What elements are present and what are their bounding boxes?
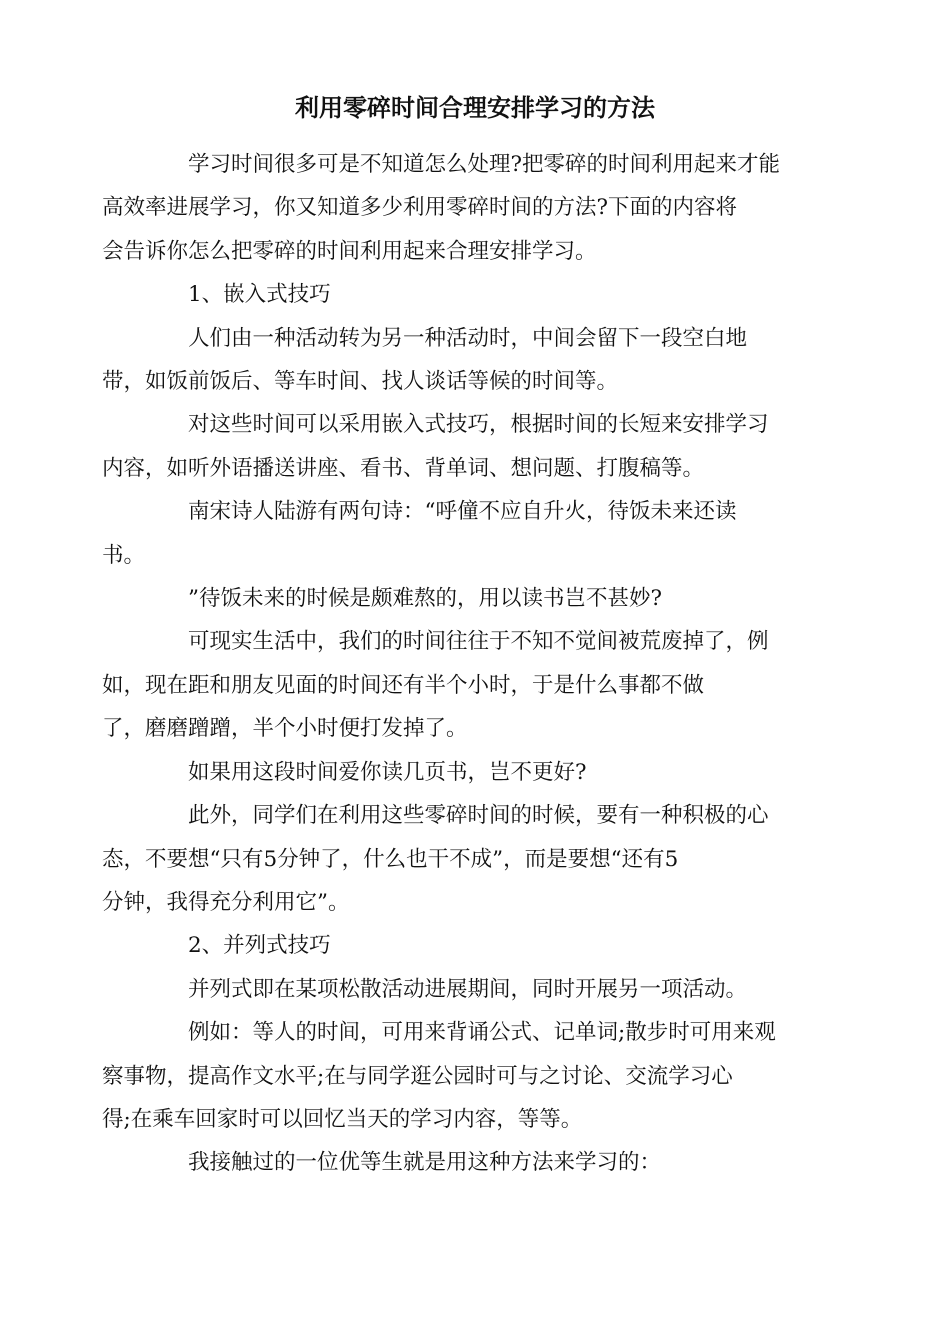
text-line: 如，现在距和朋友见面的时间还有半个小时，于是什么事都不做 xyxy=(102,672,705,698)
paragraph xyxy=(102,490,805,577)
text-line: 如果用这段时间爱你读几页书，岂不更好? xyxy=(188,759,587,785)
text-line: ”待饭未来的时候是颇难熬的，用以读书岂不甚妙? xyxy=(188,586,663,612)
paragraph xyxy=(145,751,805,794)
text-line: 得;在乘车回家时可以回忆当天的学习内容，等等。 xyxy=(102,1106,583,1132)
text-line: 学习时间很多可是不知道怎么处理?把零碎的时间利用起来才能 xyxy=(188,152,781,177)
paragraph xyxy=(145,577,805,620)
text-line: 人们由一种活动转为另一种活动时，中间会留下一段空白地 xyxy=(188,325,748,351)
text-line: 会告诉你怎么把零碎的时间利用起来合理安排学习。 xyxy=(102,238,597,264)
paragraph xyxy=(145,968,805,1011)
text-line: 分钟，我得充分利用它”。 xyxy=(102,889,350,915)
paragraph xyxy=(102,1011,805,1141)
text-line: 带，如饭前饭后、等车时间、找人谈话等候的时间等。 xyxy=(102,369,619,395)
paragraph xyxy=(145,1141,805,1184)
paragraph xyxy=(102,403,805,490)
text-line: 书。 xyxy=(102,542,146,568)
paragraph xyxy=(102,794,805,924)
paragraph xyxy=(102,620,805,750)
text-line: 并列式即在某项松散活动进展期间，同时开展另一项活动。 xyxy=(188,976,748,1002)
text-line: 我接触过的一位优等生就是用这种方法来学习的： xyxy=(188,1150,662,1176)
text-line: 南宋诗人陆游有两句诗：“呼僮不应自升火，待饭未来还读 xyxy=(188,499,737,525)
text-line: 此外，同学们在利用这些零碎时间的时候，要有一种积极的心 xyxy=(188,803,769,829)
paragraph xyxy=(145,273,805,316)
text-line: 了，磨磨蹭蹭，半个小时便打发掉了。 xyxy=(102,716,468,742)
text-line: 例如：等人的时间，可用来背诵公式、记单词;散步时可用来观 xyxy=(188,1020,776,1046)
text-line: 2、并列式技巧 xyxy=(188,933,331,959)
text-line: 可现实生活中，我们的时间往往于不知不觉间被荒废掉了，例 xyxy=(188,629,769,655)
text-line: 1、嵌入式技巧 xyxy=(188,282,331,308)
text-line: 高效率进展学习，你又知道多少利用零碎时间的方法?下面的内容将 xyxy=(102,195,738,221)
paragraph xyxy=(102,143,805,273)
text-line: 察事物，提高作文水平;在与同学逛公园时可与之讨论、交流学习心 xyxy=(102,1063,733,1089)
document-body xyxy=(102,143,805,1185)
paragraph xyxy=(102,317,805,404)
document-title: 利用零碎时间合理安排学习的方法 xyxy=(295,94,655,122)
text-line: 内容，如听外语播送讲座、看书、背单词、想问题、打腹稿等。 xyxy=(102,455,705,481)
text-line: 态，不要想“只有5分钟了，什么也干不成”，而是要想“还有5 xyxy=(102,846,679,872)
text-line: 对这些时间可以采用嵌入式技巧，根据时间的长短来安排学习 xyxy=(188,412,769,438)
paragraph xyxy=(145,924,805,967)
